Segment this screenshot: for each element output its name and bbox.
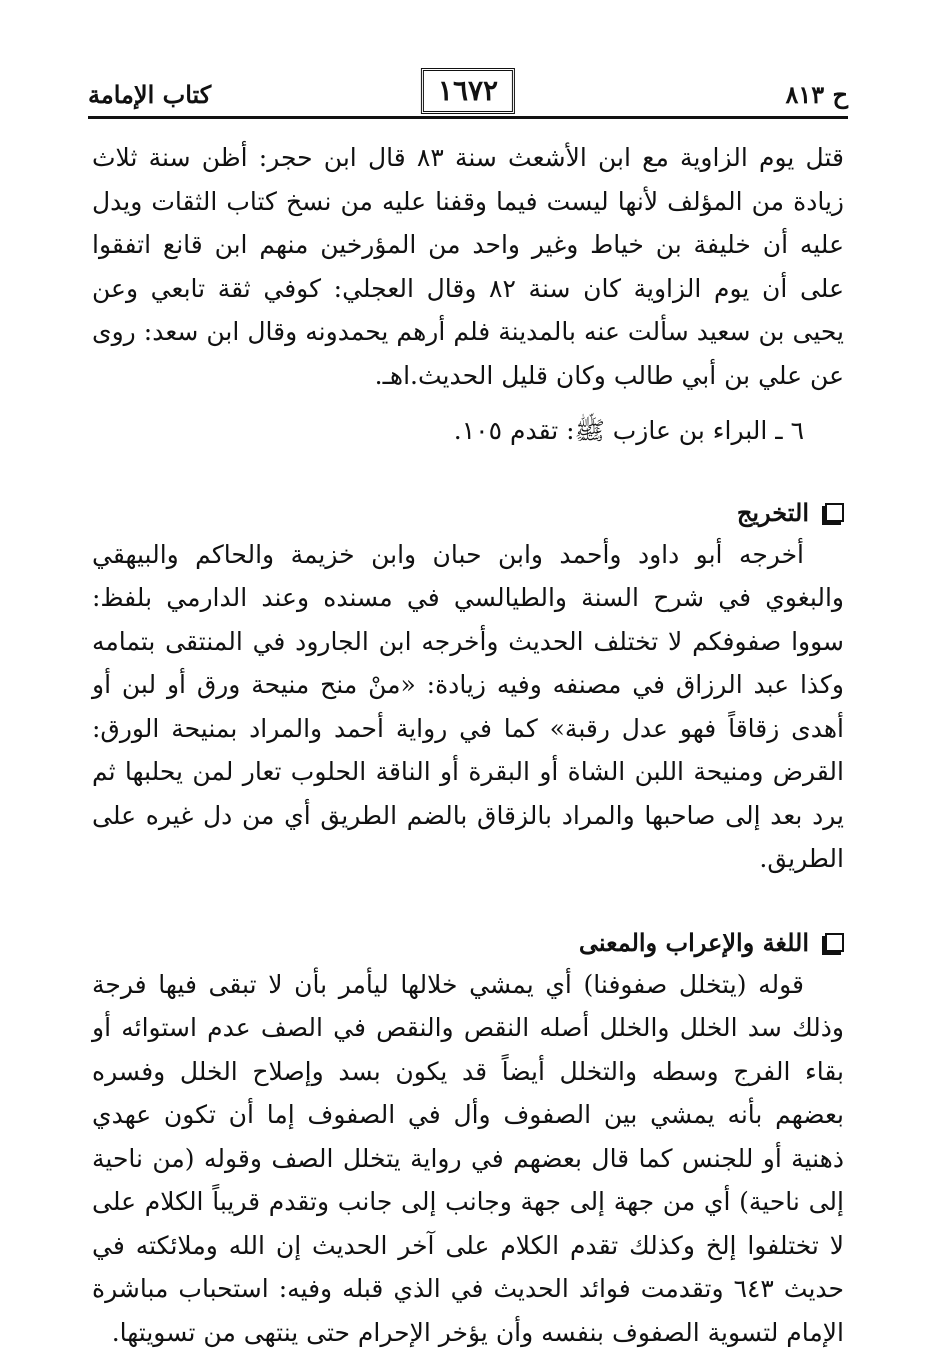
square-bullet-icon xyxy=(825,933,844,952)
narrator-item-6: ٦ ـ البراء بن عازب ﷺ: تقدم ١٠٥. xyxy=(453,416,804,445)
section-heading-lugha xyxy=(92,923,844,963)
intro-paragraph: قتل يوم الزاوية مع ابن الأشعث سنة ٨٣ قال ابن حجر: أظن سنة ثلاث زيادة من المؤلف لأنها ليست فيما وقفنا عليه من نسخ كتاب الثقات ويدل عليه أن خليفة بن خياط وغير واحد من المؤرخين منهم ابن قانع اتفقوا على أن يوم الزاوية كان سنة ٨٢ وقال العجلي: كوفي ثقة تابعي وعن يحيى بن سعيد سألت عنه بالمدينة فلم أرهم يحمدونه وقال ابن سعد: روى عن علي بن أبي طالب وكان قليل الحديث.اهـ. xyxy=(92,143,844,390)
square-bullet-icon xyxy=(825,503,844,522)
book-title: كتاب الإمامة xyxy=(88,79,212,109)
running-header xyxy=(88,72,848,119)
section-title: اللغة والإعراب والمعنى xyxy=(578,927,809,957)
lugha-paragraph: قوله (يتخلل صفوفنا) أي يمشي خلالها ليأمر بأن لا تبقى فيها فرجة وذلك سد الخلل والخلل أصله النقص والنقص في الصف عدم استوائه أو بقاء الفرج وسطه والتخلل أيضاً قد يكون بسد وإصلاح الخلل وفسره بعضهم بأنه يمشي بين الصفوف وأل في الصفوف إما أن تكون عهدي ذهنية أو للجنس كما قال بعضهم في رواية يتخلل الصف وقوله (من ناحية إلى ناحية) أي من جهة إلى جهة وجانب إلى جانب وتقدم قريباً الكلام على لا تختلفوا إلخ وكذلك تقدم الكلام على آخر الحديث إن الله وملائكته في حديث ٦٤٣ وتقدمت فوائد الحديث في الذي قبله وفيه: استحباب مباشرة الإمام لتسوية الصفوف بنفسه وأن يؤخر الإحرام حتى ينتهى من تسويتها. xyxy=(92,969,844,1347)
page-content xyxy=(92,136,844,1354)
hadith-number: ح ٨١٣ xyxy=(785,79,848,109)
takhrij-paragraph: أخرجه أبو داود وأحمد وابن حبان وابن خزيمة والحاكم والبيهقي والبغوي في شرح السنة والطيالسي في مسنده وعند الدارمي بلفظ: سووا صفوفكم لا تختلف الحديث وأخرجه ابن الجارود في المنتقى بتمامه وكذا عبد الرزاق في مصنفه وفيه زيادة: «منْ منح منيحة ورق أو لبن أو أهدى زقاقاً فهو عدل رقبة» كما في رواية أحمد والمراد بمنيحة الورق: القرض ومنيحة اللبن الشاة أو البقرة أو الناقة الحلوب تعار لمن يحلبها ثم يرد بعد إلى صاحبها والمراد بالزقاق بالضم الطريق أي من دل غيره على الطريق. xyxy=(92,539,844,873)
section-title: التخريج xyxy=(736,497,809,527)
section-heading-takhrij xyxy=(92,493,844,533)
page-number: ١٦٧٢ xyxy=(421,68,515,114)
